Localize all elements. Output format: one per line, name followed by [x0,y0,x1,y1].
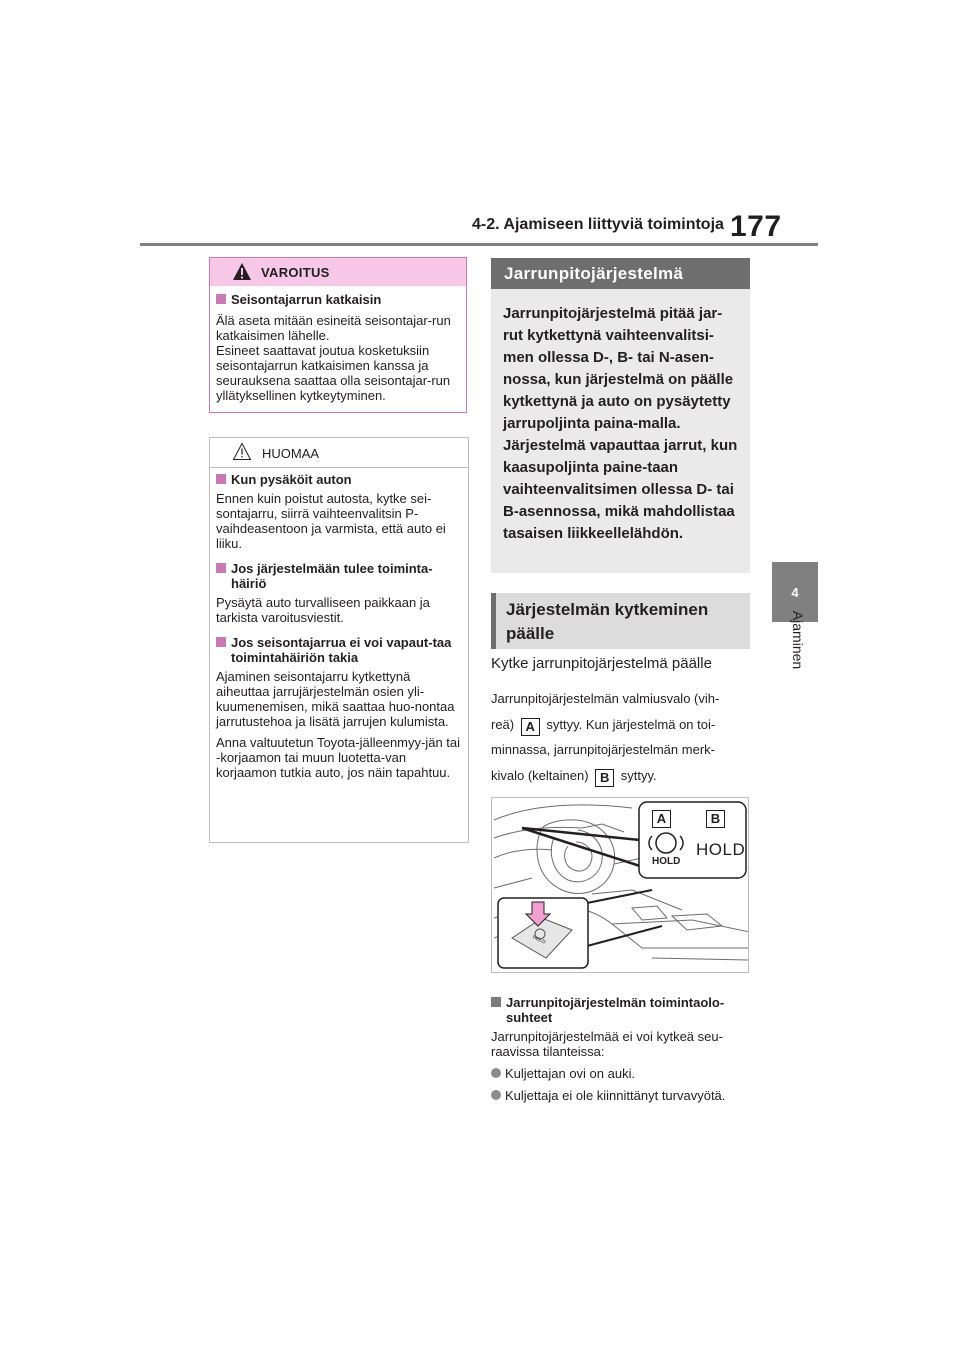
bullet-square-icon [491,997,501,1007]
indicator-b-text: HOLD [696,840,746,859]
notice-paragraph: Anna valtuutetun Toyota-jälleenmyy-jän tai -korjaamon tai muun luotetta-van korjaamon tutkia auto, jos näin tapahtuu. [216,735,461,780]
notice-heading-text: Kun pysäköit auton [231,472,352,487]
notice-heading-text: Jos järjestelmään tulee toiminta-häiriö [231,561,433,591]
warning-icon [232,262,252,281]
notice-section [216,561,462,625]
conditions-intro: Jarrunpitojärjestelmää ei voi kytkeä seu-raavissa tilanteissa: [491,1029,723,1059]
list-item [491,1066,753,1081]
desc-line [491,712,753,738]
notice-section-heading [216,561,462,591]
bullet-dot-icon [491,1090,501,1100]
notice-body [210,468,468,780]
header-rule [140,243,818,246]
notice-paragraph: Pysäytä auto turvalliseen paikkaan ja tarkista varoitusviestit. [216,595,430,625]
figure-label-b: B [706,810,725,828]
switch-text: HOLD [531,934,547,946]
desc-line [491,763,753,789]
bullet-square-icon [216,294,226,304]
notice-box [209,437,469,843]
notice-header [210,438,468,468]
warning-box [209,257,467,413]
list-item-text: Kuljettaja ei ole kiinnittänyt turvavyötä. [505,1088,726,1103]
desc-line: minnassa, jarrunpitojärjestelmän merk- [491,742,715,757]
notice-section-heading [216,635,462,665]
activation-heading [491,593,750,649]
notice-title: HUOMAA [262,446,320,461]
desc-text: syttyy. Kun järjestelmä on toi- [546,716,716,732]
desc-text: kivalo (keltainen) [491,767,589,783]
bullet-square-icon [216,474,226,484]
notice-paragraph: Ennen kuin poistut autosta, kytke sei-sontajarru, siirrä vaihteenvalitsin P-vaihdeasentoon ja varmista, että auto ei liiku. [216,491,446,551]
warning-heading-text: Seisontajarrun katkaisin [231,292,382,307]
bullet-dot-icon [491,1068,501,1078]
activation-lead: Kytke jarrunpitojärjestelmä päälle [491,655,712,672]
bullet-square-icon [216,637,226,647]
section-title: 4-2. Ajamiseen liittyviä toimintoja [472,216,724,233]
conditions-section [491,995,753,1103]
chapter-label: Ajaminen [790,610,806,670]
indicator-a-text: HOLD [652,856,681,867]
list-item-text: Kuljettajan ovi on auki. [505,1066,636,1081]
notice-heading-text: Jos seisontajarrua ei voi vapaut-taa toimintahäiriön takia [231,635,452,665]
notice-section [216,472,462,551]
figure-label-a: A [652,810,671,828]
notice-section [216,635,462,780]
warning-body [210,286,466,403]
warning-text: Älä aseta mitään esineitä seisontajar-run katkaisimen lähelle. Esineet saattavat joutua kosketuksiin seisontajarrun katkaisimen kanssa ja seurauksena saattaa olla seisontajar-run yllätyksellinen kytkeytyminen. [216,313,451,403]
warning-title: VAROITUS [261,265,330,280]
list-item [491,1088,753,1103]
bullet-square-icon [216,563,226,573]
chapter-label-wrap [786,610,806,720]
conditions-heading-text: Jarrunpitojärjestelmän toimintaolo-suhteet [506,995,725,1025]
warning-header [210,258,466,286]
caution-icon [232,442,252,461]
desc-line: Jarrunpitojärjestelmän valmiusvalo (vih- [491,691,720,706]
system-heading: Jarrunpitojärjestelmä [491,258,750,289]
page-number: 177 [730,210,782,243]
desc-text: reä) [491,716,515,732]
activation-heading-line2: päälle [506,624,555,643]
chapter-number: 4 [791,584,799,600]
notice-paragraph: Ajaminen seisontajarru kytkettynä aiheuttaa jarrujärjestelmän osien yli-kuumenemisen, mikä saattaa huo-nontaa jarrutustehoa ja lisätä jarrujen kulumista. [216,669,455,729]
activation-heading-line1: Järjestelmän kytkeminen [506,600,709,619]
notice-section-heading [216,472,462,487]
label-a-badge: A [521,718,540,736]
conditions-heading [491,995,753,1025]
desc-text: syttyy. [620,767,657,783]
activation-description [491,686,753,788]
system-summary: Jarrunpitojärjestelmä pitää jar-rut kytkettynä vaihteenvalitsi-men ollessa D-, B- tai N-asen-nossa, kun järjestelmä on päälle kytkettynä ja auto on pysäytetty jarrupoljinta paina-malla. Järjestelmä vapauttaa jarrut, kun kaasupoljinta paine-taan vaihteenvalitsimen ollessa D- tai B-asennossa, mikä mahdollistaa tasaisen liikkeellelähdön. [491,289,750,573]
hold-switch-illustration [491,797,749,973]
warning-heading [216,292,460,307]
label-b-badge: B [595,769,614,787]
